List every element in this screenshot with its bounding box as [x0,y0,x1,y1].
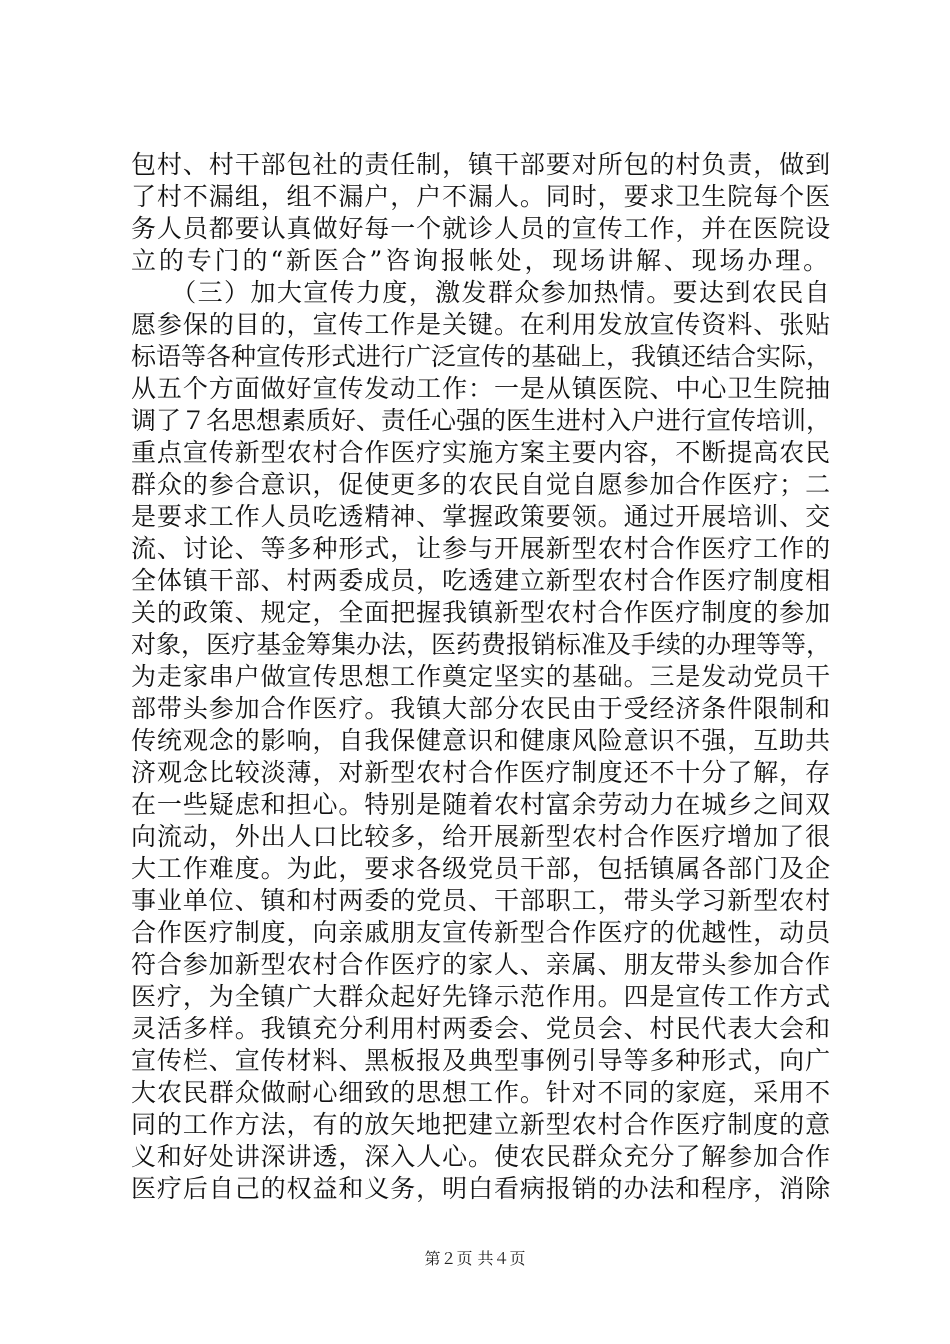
text-line: 符合参加新型农村合作医疗的家人、亲属、朋友带头参加合作 [131,950,831,979]
text-line: 流、讨论、等多种形式，让参与开展新型农村合作医疗工作的 [131,534,831,563]
text-line: 灵活多样。我镇充分利用村两委会、党员会、村民代表大会和 [131,1014,831,1043]
text-line: 部带头参加合作医疗。我镇大部分农民由于受经济条件限制和 [131,694,831,723]
text-line: 是要求工作人员吃透精神、掌握政策要领。通过开展培训、交 [131,502,831,531]
text-line: 愿参保的目的，宣传工作是关键。在利用发放宣传资料、张贴 [131,310,831,339]
text-line: 传统观念的影响，自我保健意识和健康风险意识不强，互助共 [131,726,831,755]
text-line: 标语等各种宣传形式进行广泛宣传的基础上，我镇还结合实际， [131,342,831,371]
text-line: （三）加大宣传力度，激发群众参加热情。要达到农民自 [131,278,831,307]
text-line: 向流动，外出人口比较多，给开展新型农村合作医疗增加了很 [131,822,831,851]
text-line: 大农民群众做耐心细致的思想工作。针对不同的家庭，采用不 [131,1078,831,1107]
text-line: 医疗，为全镇广大群众起好先锋示范作用。四是宣传工作方式 [131,982,831,1011]
text-line: 事业单位、镇和村两委的党员、干部职工，带头学习新型农村 [131,886,831,915]
text-line: 关的政策、规定，全面把握我镇新型农村合作医疗制度的参加 [131,598,831,627]
text-line: 为走家串户做宣传思想工作奠定坚实的基础。三是发动党员干 [131,662,831,691]
text-line: 全体镇干部、村两委成员，吃透建立新型农村合作医疗制度相 [131,566,831,595]
text-line: 大工作难度。为此，要求各级党员干部，包括镇属各部门及企 [131,854,831,883]
text-line: 从五个方面做好宣传发动工作：一是从镇医院、中心卫生院抽 [131,374,831,403]
text-line: 调了７名思想素质好、责任心强的医生进村入户进行宣传培训， [131,406,831,435]
body-text [131,149,831,1205]
text-line: 医疗后自己的权益和义务，明白看病报销的办法和程序，消除 [131,1174,831,1203]
text-line: 重点宣传新型农村合作医疗实施方案主要内容，不断提高农民 [131,438,831,467]
text-line: 包村、村干部包社的责任制，镇干部要对所包的村负责，做到 [131,150,831,179]
page-footer: 第２页 共４页 [424,1249,526,1268]
text-line: 宣传栏、宣传材料、黑板报及典型事例引导等多种形式，向广 [131,1046,831,1075]
text-line: 了村不漏组，组不漏户，户不漏人。同时，要求卫生院每个医 [131,182,831,211]
text-line: 合作医疗制度，向亲戚朋友宣传新型合作医疗的优越性，动员 [131,918,831,947]
text-line: 同的工作方法，有的放矢地把建立新型农村合作医疗制度的意 [131,1110,831,1139]
text-line: 济观念比较淡薄，对新型农村合作医疗制度还不十分了解，存 [131,758,831,787]
text-line: 务人员都要认真做好每一个就诊人员的宣传工作，并在医院设 [131,214,831,243]
text-line: 立的专门的“新医合”咨询报帐处，现场讲解、现场办理。 [131,246,831,275]
text-line: 对象，医疗基金筹集办法，医药费报销标准及手续的办理等等， [131,630,831,659]
text-line: 义和好处讲深讲透，深入人心。使农民群众充分了解参加合作 [131,1142,831,1171]
text-line: 在一些疑虑和担心。特别是随着农村富余劳动力在城乡之间双 [131,790,831,819]
text-line: 群众的参合意识，促使更多的农民自觉自愿参加合作医疗；二 [131,470,831,499]
